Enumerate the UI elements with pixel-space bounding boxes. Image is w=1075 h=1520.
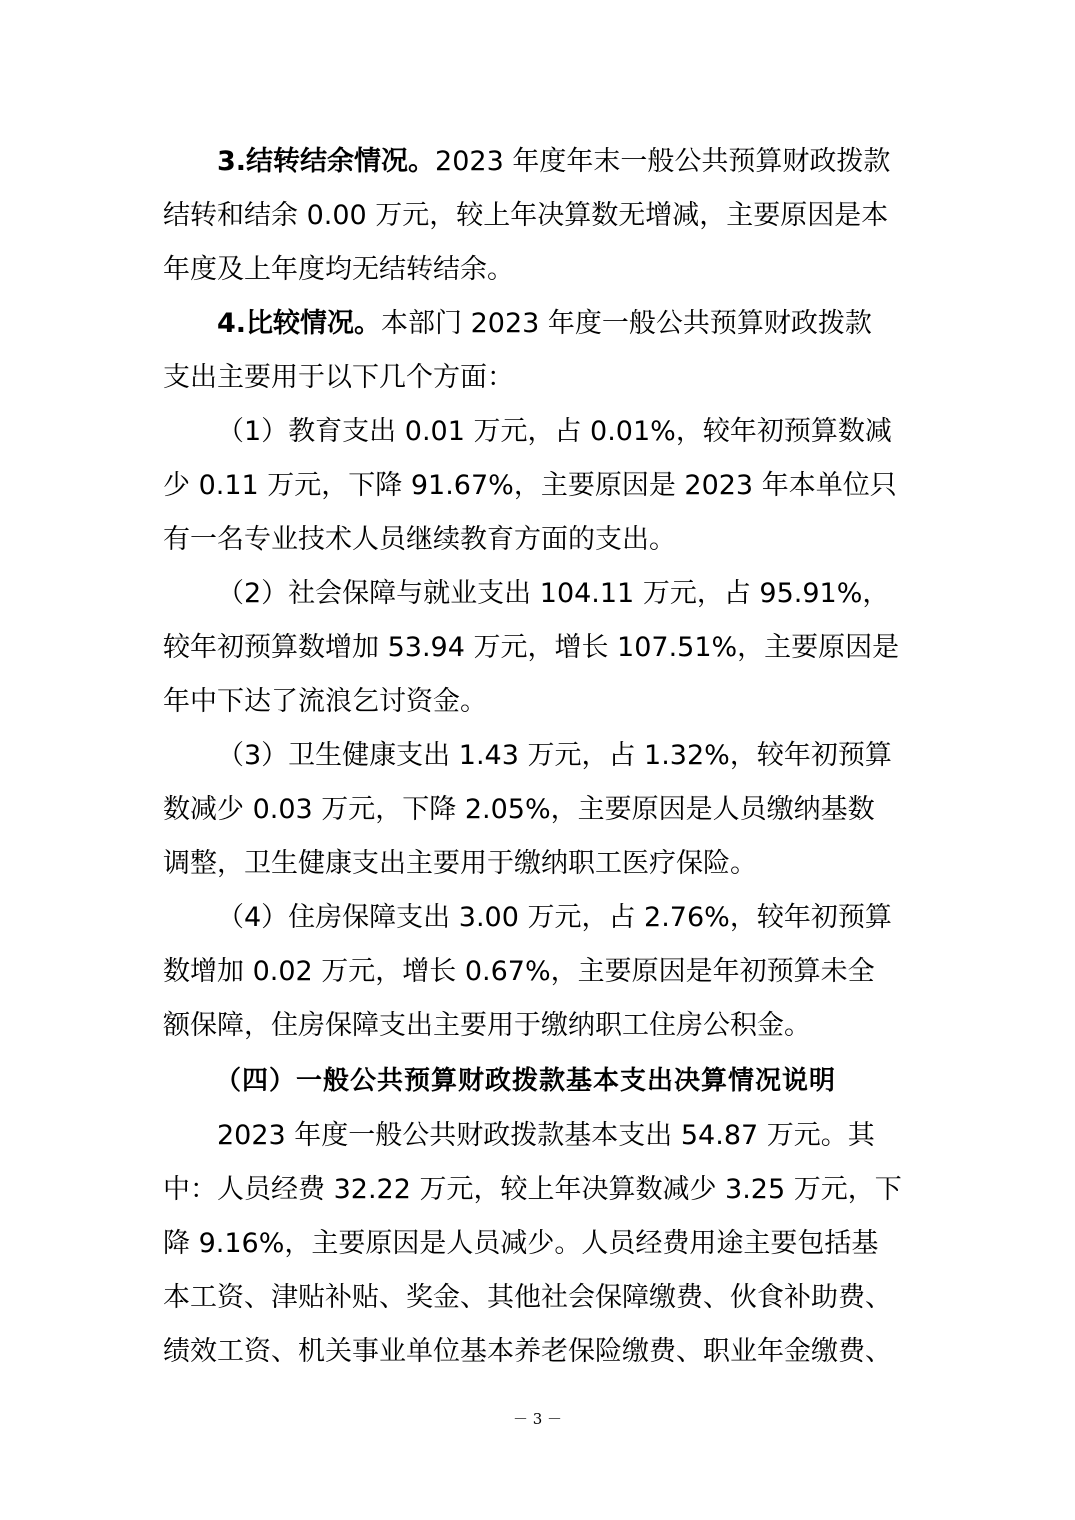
paragraph-text: （1）教育支出 0.01 万元，占 0.01%，较年初预算数减 少 0.11 万元，下降 91.67%，主要原因是 2023 年本单位只 有一名专业技术人员继续教育方面的支出。 <box>163 416 897 555</box>
paragraph-label: 4.比较情况。 <box>217 308 382 339</box>
paragraph-social-security <box>163 567 915 729</box>
paragraph-basic-expenditure: 2023 年度一般公共财政拨款基本支出 54.87 万元。其 中：人员经费 32.22 万元，较上年决算数减少 3.25 万元，下 降 9.16%，主要原因是人员减少。人员经费用途主要包括基 本工资、津贴补贴、奖金、其他社会保障缴费、伙食补助费、 绩效工资、机关事业单位基本养老保险缴费、职业年金缴费、 <box>163 1120 902 1367</box>
paragraph-text: （3）卫生健康支出 1.43 万元，占 1.32%，较年初预算 数减少 0.03 万元，下降 2.05%，主要原因是人员缴纳基数 调整，卫生健康支出主要用于缴纳职工医疗保险。 <box>163 740 892 879</box>
paragraph-education <box>163 405 915 567</box>
paragraph-comparison <box>163 297 915 405</box>
paragraph-housing <box>163 891 915 1053</box>
paragraph-text: （4）住房保障支出 3.00 万元，占 2.76%，较年初预算 数增加 0.02 万元，增长 0.67%，主要原因是年初预算未全 额保障，住房保障支出主要用于缴纳职工住房公积金。 <box>163 902 892 1041</box>
paragraph-text: （2）社会保障与就业支出 104.11 万元，占 95.91%， 较年初预算数增加 53.94 万元，增长 107.51%，主要原因是 年中下达了流浪乞讨资金。 <box>163 578 900 717</box>
paragraph-carryover <box>163 135 915 297</box>
page-content <box>163 135 915 1379</box>
paragraph-health <box>163 729 915 891</box>
paragraph-text: 本部门 2023 年度一般公共预算财政拨款 支出主要用于以下几个方面： <box>163 308 872 393</box>
section-heading: （四）一般公共预算财政拨款基本支出决算情况说明 <box>215 1066 837 1096</box>
paragraph-text: 2023 年度年末一般公共预算财政拨款 结转和结余 0.00 万元，较上年决算数无增减，主要原因是本 年度及上年度均无结转结余。 <box>163 146 891 285</box>
paragraph-label: 3.结转结余情况。 <box>217 146 436 177</box>
page-number: － 3 － <box>512 1410 563 1428</box>
